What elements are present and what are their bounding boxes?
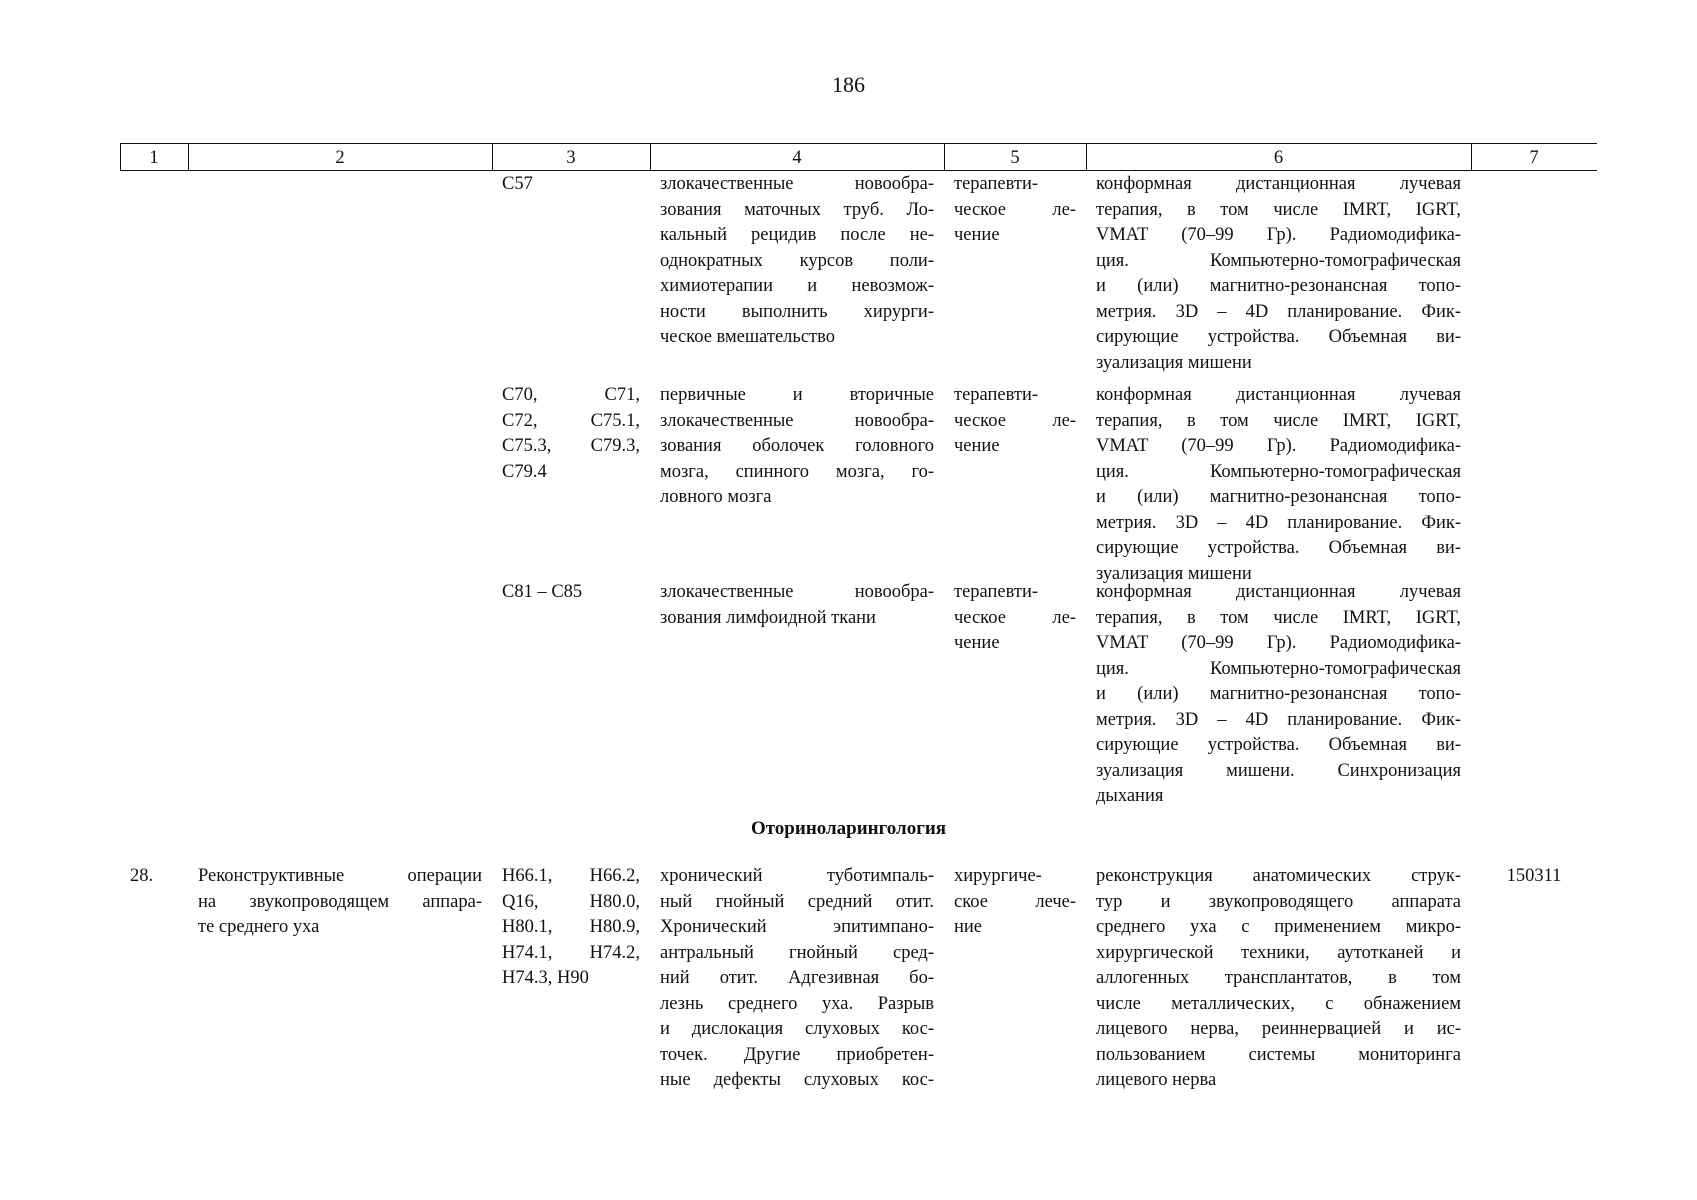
entry-name-cell (198, 864, 482, 941)
method-line: конформная дистанционная лучевая (1096, 174, 1461, 194)
treatment-line: чение (954, 436, 1000, 456)
diagnosis-line: злокачественные новообра- (660, 582, 934, 602)
diagnosis-line: точек. Другие приобретен- (660, 1044, 934, 1065)
method-line: метрия. 3D – 4D планирование. Фик- (1096, 301, 1461, 322)
diagnosis-line: кальный рецидив после не- (660, 225, 934, 245)
codes-line: C81 – C85 (502, 582, 583, 602)
treatment-line: терапевти- (954, 582, 1039, 602)
column-header: 6 (1273, 148, 1284, 168)
codes-line: C79.4 (502, 461, 547, 482)
method-line: и (или) магнитно-резонансная топо- (1096, 684, 1461, 704)
treatment-line: терапевти- (954, 174, 1039, 194)
diagnosis-line: хронический туботимпаль- (660, 866, 934, 886)
method-line: метрия. 3D – 4D планирование. Фик- (1096, 709, 1461, 730)
method-line: дыхания (1096, 786, 1164, 806)
method-line: метрия. 3D – 4D планирование. Фик- (1096, 512, 1461, 533)
treatment-cell (954, 172, 1076, 249)
treatment-line: ческое ле- (954, 607, 1076, 628)
method-line: лицевого нерва, реиннервацией и ис- (1096, 1019, 1461, 1039)
method-line: VMAT (70–99 Гр). Радиомодифика- (1096, 633, 1461, 653)
column-header: 7 (1529, 148, 1539, 168)
diagnosis-line: зования лимфоидной ткани (660, 607, 876, 628)
method-cell (1096, 172, 1461, 376)
entry-name-line: на звукопроводящем аппара- (198, 891, 482, 912)
method-line: хирургической техники, аутотканей и (1096, 942, 1461, 963)
page-number: 186 (832, 72, 865, 97)
section-title: Оториноларингология (750, 818, 947, 839)
method-line: конформная дистанционная лучевая (1096, 385, 1461, 405)
method-line: числе металлических, с обнажением (1096, 993, 1461, 1014)
method-line: ция. Компьютерно-томографическая (1096, 461, 1461, 482)
diagnosis-line: первичные и вторичные (660, 385, 934, 405)
diagnosis-cell (660, 580, 934, 631)
diagnosis-line: зования оболочек головного (660, 436, 934, 456)
method-line: реконструкция анатомических струк- (1096, 866, 1461, 886)
treatment-line: ние (954, 917, 983, 937)
diagnosis-line: ности выполнить хирурги- (660, 301, 934, 322)
method-line: и (или) магнитно-резонансная топо- (1096, 276, 1461, 296)
method-line: терапия, в том числе IMRT, IGRT, (1096, 199, 1461, 220)
column-header: 3 (566, 148, 576, 168)
diagnosis-cell (660, 864, 934, 1094)
method-line: сирующие устройства. Объемная ви- (1096, 327, 1461, 347)
method-line: аллогенных трансплантатов, в том (1096, 968, 1461, 988)
entry-name-line: Реконструктивные операции (198, 866, 482, 886)
diagnosis-line: антральный гнойный сред- (660, 942, 934, 963)
method-line: сирующие устройства. Объемная ви- (1096, 735, 1461, 755)
method-line: пользованием системы мониторинга (1096, 1044, 1461, 1065)
codes-cell (502, 383, 640, 485)
codes-cell (502, 172, 640, 198)
method-line: терапия, в том числе IMRT, IGRT, (1096, 410, 1461, 431)
method-line: тур и звукопроводящего аппарата (1096, 891, 1461, 912)
treatment-line: чение (954, 225, 1000, 245)
diagnosis-line: ные дефекты слуховых кос- (660, 1070, 934, 1090)
method-line: среднего уха с применением микро- (1096, 917, 1461, 937)
codes-line: C72, C75.1, (502, 410, 640, 431)
method-cell (1096, 580, 1461, 810)
codes-line: H80.1, H80.9, (502, 917, 640, 937)
diagnosis-line: и дислокация слуховых кос- (660, 1019, 934, 1039)
diagnosis-cell (660, 172, 934, 351)
codes-line: H74.1, H74.2, (502, 942, 640, 963)
method-line: и (или) магнитно-резонансная топо- (1096, 487, 1461, 507)
treatment-line: чение (954, 633, 1000, 653)
entry-number: 28. (130, 866, 154, 886)
method-cell (1096, 864, 1461, 1094)
method-line: VMAT (70–99 Гр). Радиомодифика- (1096, 436, 1461, 456)
method-line: ция. Компьютерно-томографическая (1096, 250, 1461, 271)
treatment-cell (954, 383, 1076, 460)
diagnosis-line: зования маточных труб. Ло- (660, 199, 934, 220)
codes-line: Q16, H80.0, (502, 891, 640, 912)
diagnosis-line: ний отит. Адгезивная бо- (660, 968, 934, 988)
diagnosis-line: однократных курсов поли- (660, 250, 934, 271)
treatment-line: терапевти- (954, 385, 1039, 405)
method-line: зуализация мишени (1096, 563, 1252, 584)
codes-line: C70, C71, (502, 385, 640, 405)
treatment-cell (954, 580, 1076, 657)
treatment-line: ское лече- (954, 891, 1076, 912)
treatment-line: ческое ле- (954, 410, 1076, 431)
cost-cell: 150311 (1506, 866, 1562, 886)
treatment-line: ческое ле- (954, 199, 1076, 220)
codes-line: H74.3, H90 (502, 968, 589, 988)
diagnosis-line: мозга, спинного мозга, го- (660, 461, 934, 482)
method-line: VMAT (70–99 Гр). Радиомодифика- (1096, 225, 1461, 245)
diagnosis-line: ный гнойный средний отит. (660, 891, 934, 912)
method-cell (1096, 383, 1461, 587)
treatment-line: хирургиче- (954, 866, 1042, 886)
diagnosis-line: химиотерапии и невозмож- (660, 276, 934, 296)
method-line: терапия, в том числе IMRT, IGRT, (1096, 607, 1461, 628)
treatment-cell (954, 864, 1076, 941)
codes-line: H66.1, H66.2, (502, 866, 640, 886)
entry-name-line: те среднего уха (198, 917, 320, 937)
method-line: конформная дистанционная лучевая (1096, 582, 1461, 602)
codes-cell (502, 864, 640, 992)
codes-line: C57 (502, 174, 533, 194)
diagnosis-line: Хронический эпитимпано- (660, 917, 934, 937)
diagnosis-line: ческое вмешательство (660, 327, 835, 347)
method-line: ция. Компьютерно-томографическая (1096, 658, 1461, 679)
column-header: 4 (792, 148, 802, 168)
codes-cell (502, 580, 640, 606)
diagnosis-line: злокачественные новообра- (660, 174, 934, 194)
diagnosis-line: злокачественные новообра- (660, 410, 934, 431)
method-line: зуализация мишени (1096, 352, 1252, 373)
method-line: сирующие устройства. Объемная ви- (1096, 538, 1461, 558)
method-line: лицевого нерва (1096, 1070, 1217, 1090)
diagnosis-line: лезнь среднего уха. Разрыв (660, 993, 934, 1014)
diagnosis-cell (660, 383, 934, 511)
codes-line: C75.3, C79.3, (502, 436, 640, 456)
column-header: 1 (149, 148, 159, 168)
column-header: 5 (1010, 148, 1020, 168)
method-line: зуализация мишени. Синхронизация (1096, 760, 1461, 781)
diagnosis-line: ловного мозга (660, 487, 772, 507)
column-header: 2 (335, 148, 345, 168)
